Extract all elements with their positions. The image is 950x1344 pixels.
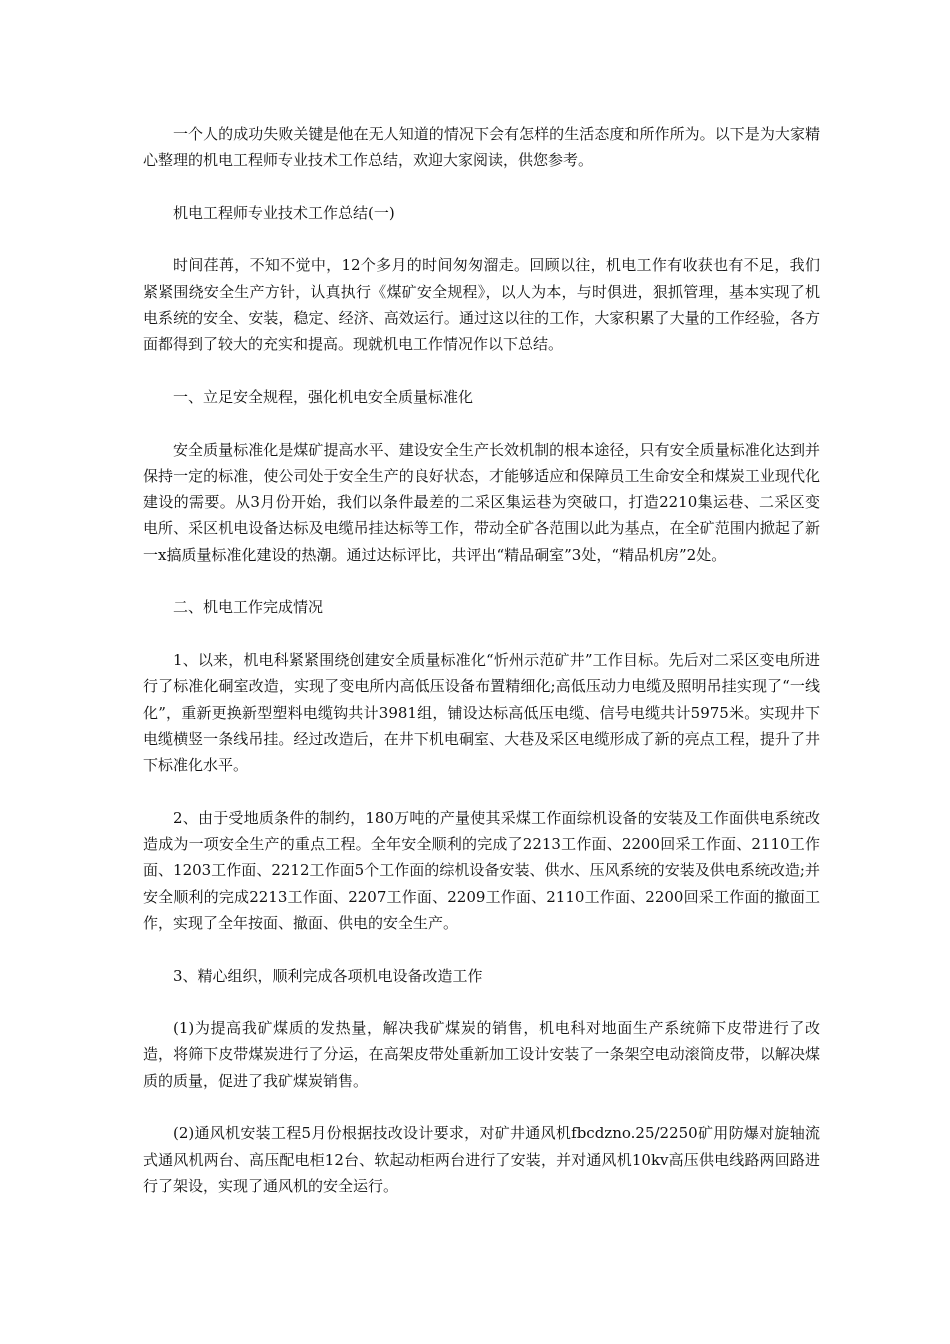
section-2-heading: 二、机电工作完成情况 (173, 598, 324, 617)
section-1-heading: 一、立足安全规程，强化机电安全质量标准化 (173, 387, 474, 406)
spacer (143, 410, 820, 436)
sub-item-2-paragraph: (2)通风机安装工程5月份根据技改设计要求，对矿井通风机fbcdzno.25/2250矿用防爆对旋轴流式通风机两台、高压配电柜12台、软起动柜两台进行了安装，并对通风机10kv高压供电线路两回路进行了架设，实现了通风机的安全运行。 (143, 1124, 820, 1195)
spacer (143, 621, 820, 647)
item-1-paragraph: 1、以来，机电科紧紧围绕创建安全质量标准化“忻州示范矿井”工作目标。先后对二采区变电所进行了标准化硐室改造，实现了变电所内高低压设备布置精细化;高低压动力电缆及照明吊挂实现了“一线化”，重新更换新型塑料电缆钩共计3981组，铺设达标高低压电缆、信号电缆共计5975米。实现井下电缆横竖一条线吊挂。经过改造后，在井下机电硐室、大巷及采区电缆形成了新的亮点工程，提升了井下标准化水平。 (143, 650, 820, 775)
spacer (143, 936, 820, 962)
sub-item-1-paragraph: (1)为提高我矿煤质的发热量，解决我矿煤炭的销售，机电科对地面生产系统筛下皮带进行了改造，将筛下皮带煤炭进行了分运，在高架皮带处重新加工设计安装了一条架空电动滚筒皮带，以解决煤质的质量，促进了我矿煤炭销售。 (143, 1019, 820, 1090)
spacer (143, 358, 820, 384)
spacer (143, 778, 820, 804)
document-title: 机电工程师专业技术工作总结(一) (173, 203, 395, 222)
spacer (143, 568, 820, 594)
opening-paragraph: 时间荏苒，不知不觉中，12个多月的时间匆匆溜走。回顾以往，机电工作有收获也有不足，我们紧紧围绕安全生产方针，认真执行《煤矿安全规程》，以人为本，与时俱进，狠抓管理，基本实现了机电系统的安全、安装，稳定、经济、高效运行。通过这以往的工作，大家积累了大量的工作经验，各方面都得到了较大的充实和提高。现就机电工作情况作以下总结。 (143, 256, 820, 354)
spacer (143, 989, 820, 1015)
item-3-heading: 3、精心组织，顺利完成各项机电设备改造工作 (173, 966, 483, 985)
item-2-paragraph: 2、由于受地质条件的制约，180万吨的产量使其采煤工作面综机设备的安装及工作面供电系统改造成为一项安全生产的重点工程。全年安全顺利的完成了2213工作面、2200回采工作面、2110工作面、1203工作面、2212工作面5个工作面的综机设备安装、供水、压风系统的安装及供电系统改造;并安全顺利的完成2213工作面、2207工作面、2209工作面、2110工作面、2200回采工作面的撤面工作，实现了全年按面、撤面、供电的安全生产。 (143, 808, 820, 932)
intro-paragraph: 一个人的成功失败关键是他在无人知道的情况下会有怎样的生活态度和所作所为。以下是为大家精心整理的机电工程师专业技术工作总结，欢迎大家阅读，供您参考。 (143, 125, 820, 170)
section-1-paragraph: 安全质量标准化是煤矿提高水平、建设安全生产长效机制的根本途径，只有安全质量标准化达到并保持一定的标准，使公司处于安全生产的良好状态，才能够适应和保障员工生命安全和煤炭工业现代化建设的需要。从3月份开始，我们以条件最差的二采区集运巷为突破口，打造2210集运巷、二采区变电所、采区机电设备达标及电缆吊挂达标等工作，带动全矿各范围以此为基点，在全矿范围内掀起了新一x搞质量标准化建设的热潮。通过达标评比，共评出“精品硐室”3处，“精品机房”2处。 (143, 440, 820, 564)
spacer (143, 1094, 820, 1120)
document-page (143, 121, 820, 1199)
spacer (143, 226, 820, 252)
spacer (143, 174, 820, 200)
